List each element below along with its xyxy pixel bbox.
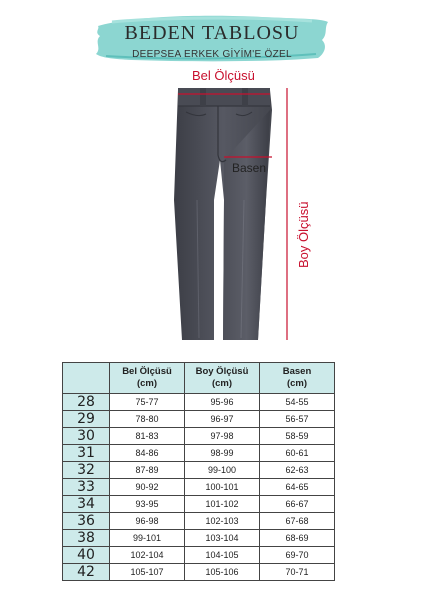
- length-cell: 105-106: [185, 564, 260, 581]
- length-cell: 96-97: [185, 411, 260, 428]
- hip-cell: 70-71: [260, 564, 335, 581]
- waist-cell: 105-107: [110, 564, 185, 581]
- waist-cell: 87-89: [110, 462, 185, 479]
- waist-cell: 81-83: [110, 428, 185, 445]
- size-cell: 40: [63, 547, 110, 564]
- length-cell: 99-100: [185, 462, 260, 479]
- hip-cell: 58-59: [260, 428, 335, 445]
- waist-cell: 102-104: [110, 547, 185, 564]
- table-row: [63, 445, 335, 462]
- banner-title: BEDEN TABLOSU: [124, 22, 300, 44]
- hip-measurement-label: Basen: [232, 161, 267, 175]
- table-row: [63, 394, 335, 411]
- size-cell: 36: [63, 513, 110, 530]
- length-cell: 97-98: [185, 428, 260, 445]
- length-cell: 104-105: [185, 547, 260, 564]
- length-measurement-label: Boy Ölçüsü: [296, 201, 311, 268]
- table-row: [63, 547, 335, 564]
- header-waist-title: Bel Ölçüsü: [122, 366, 172, 377]
- header-waist-unit: (cm): [136, 378, 158, 389]
- size-cell: 29: [63, 411, 110, 428]
- header-length-unit: (cm): [211, 378, 233, 389]
- table-row: [63, 462, 335, 479]
- length-cell: 101-102: [185, 496, 260, 513]
- hip-cell: 64-65: [260, 479, 335, 496]
- table-corner-cell: [63, 363, 110, 394]
- hip-cell: 66-67: [260, 496, 335, 513]
- table-row: [63, 428, 335, 445]
- table-row: [63, 479, 335, 496]
- size-cell: 38: [63, 530, 110, 547]
- length-cell: 95-96: [185, 394, 260, 411]
- hip-cell: 62-63: [260, 462, 335, 479]
- length-cell: 100-101: [185, 479, 260, 496]
- size-cell: 31: [63, 445, 110, 462]
- waist-cell: 96-98: [110, 513, 185, 530]
- waist-cell: 99-101: [110, 530, 185, 547]
- waist-cell: 75-77: [110, 394, 185, 411]
- waist-measurement-label: Bel Ölçüsü: [192, 68, 255, 83]
- waist-cell: 93-95: [110, 496, 185, 513]
- header-length-title: Boy Ölçüsü: [195, 366, 249, 377]
- header-hip: [260, 363, 335, 394]
- waist-cell: 78-80: [110, 411, 185, 428]
- size-cell: 42: [63, 564, 110, 581]
- waist-cell: 84-86: [110, 445, 185, 462]
- size-cell: 32: [63, 462, 110, 479]
- header-waist: [110, 363, 185, 394]
- hip-cell: 67-68: [260, 513, 335, 530]
- header-length: [185, 363, 260, 394]
- length-cell: 98-99: [185, 445, 260, 462]
- table-row: [63, 411, 335, 428]
- hip-cell: 54-55: [260, 394, 335, 411]
- hip-cell: 60-61: [260, 445, 335, 462]
- hip-cell: 69-70: [260, 547, 335, 564]
- length-cell: 102-103: [185, 513, 260, 530]
- size-cell: 30: [63, 428, 110, 445]
- size-cell: 34: [63, 496, 110, 513]
- length-cell: 103-104: [185, 530, 260, 547]
- size-cell: 28: [63, 394, 110, 411]
- header-hip-title: Basen: [282, 366, 312, 377]
- table-row: [63, 513, 335, 530]
- waist-cell: 90-92: [110, 479, 185, 496]
- hip-cell: 56-57: [260, 411, 335, 428]
- banner-subtitle: DEEPSEA ERKEK GİYİM'E ÖZEL: [132, 49, 292, 60]
- size-cell: 33: [63, 479, 110, 496]
- table-row: [63, 496, 335, 513]
- size-chart-table: [62, 362, 335, 581]
- header-hip-unit: (cm): [286, 378, 308, 389]
- table-header-row: [63, 363, 335, 394]
- table-row: [63, 530, 335, 547]
- table-row: [63, 564, 335, 581]
- hip-cell: 68-69: [260, 530, 335, 547]
